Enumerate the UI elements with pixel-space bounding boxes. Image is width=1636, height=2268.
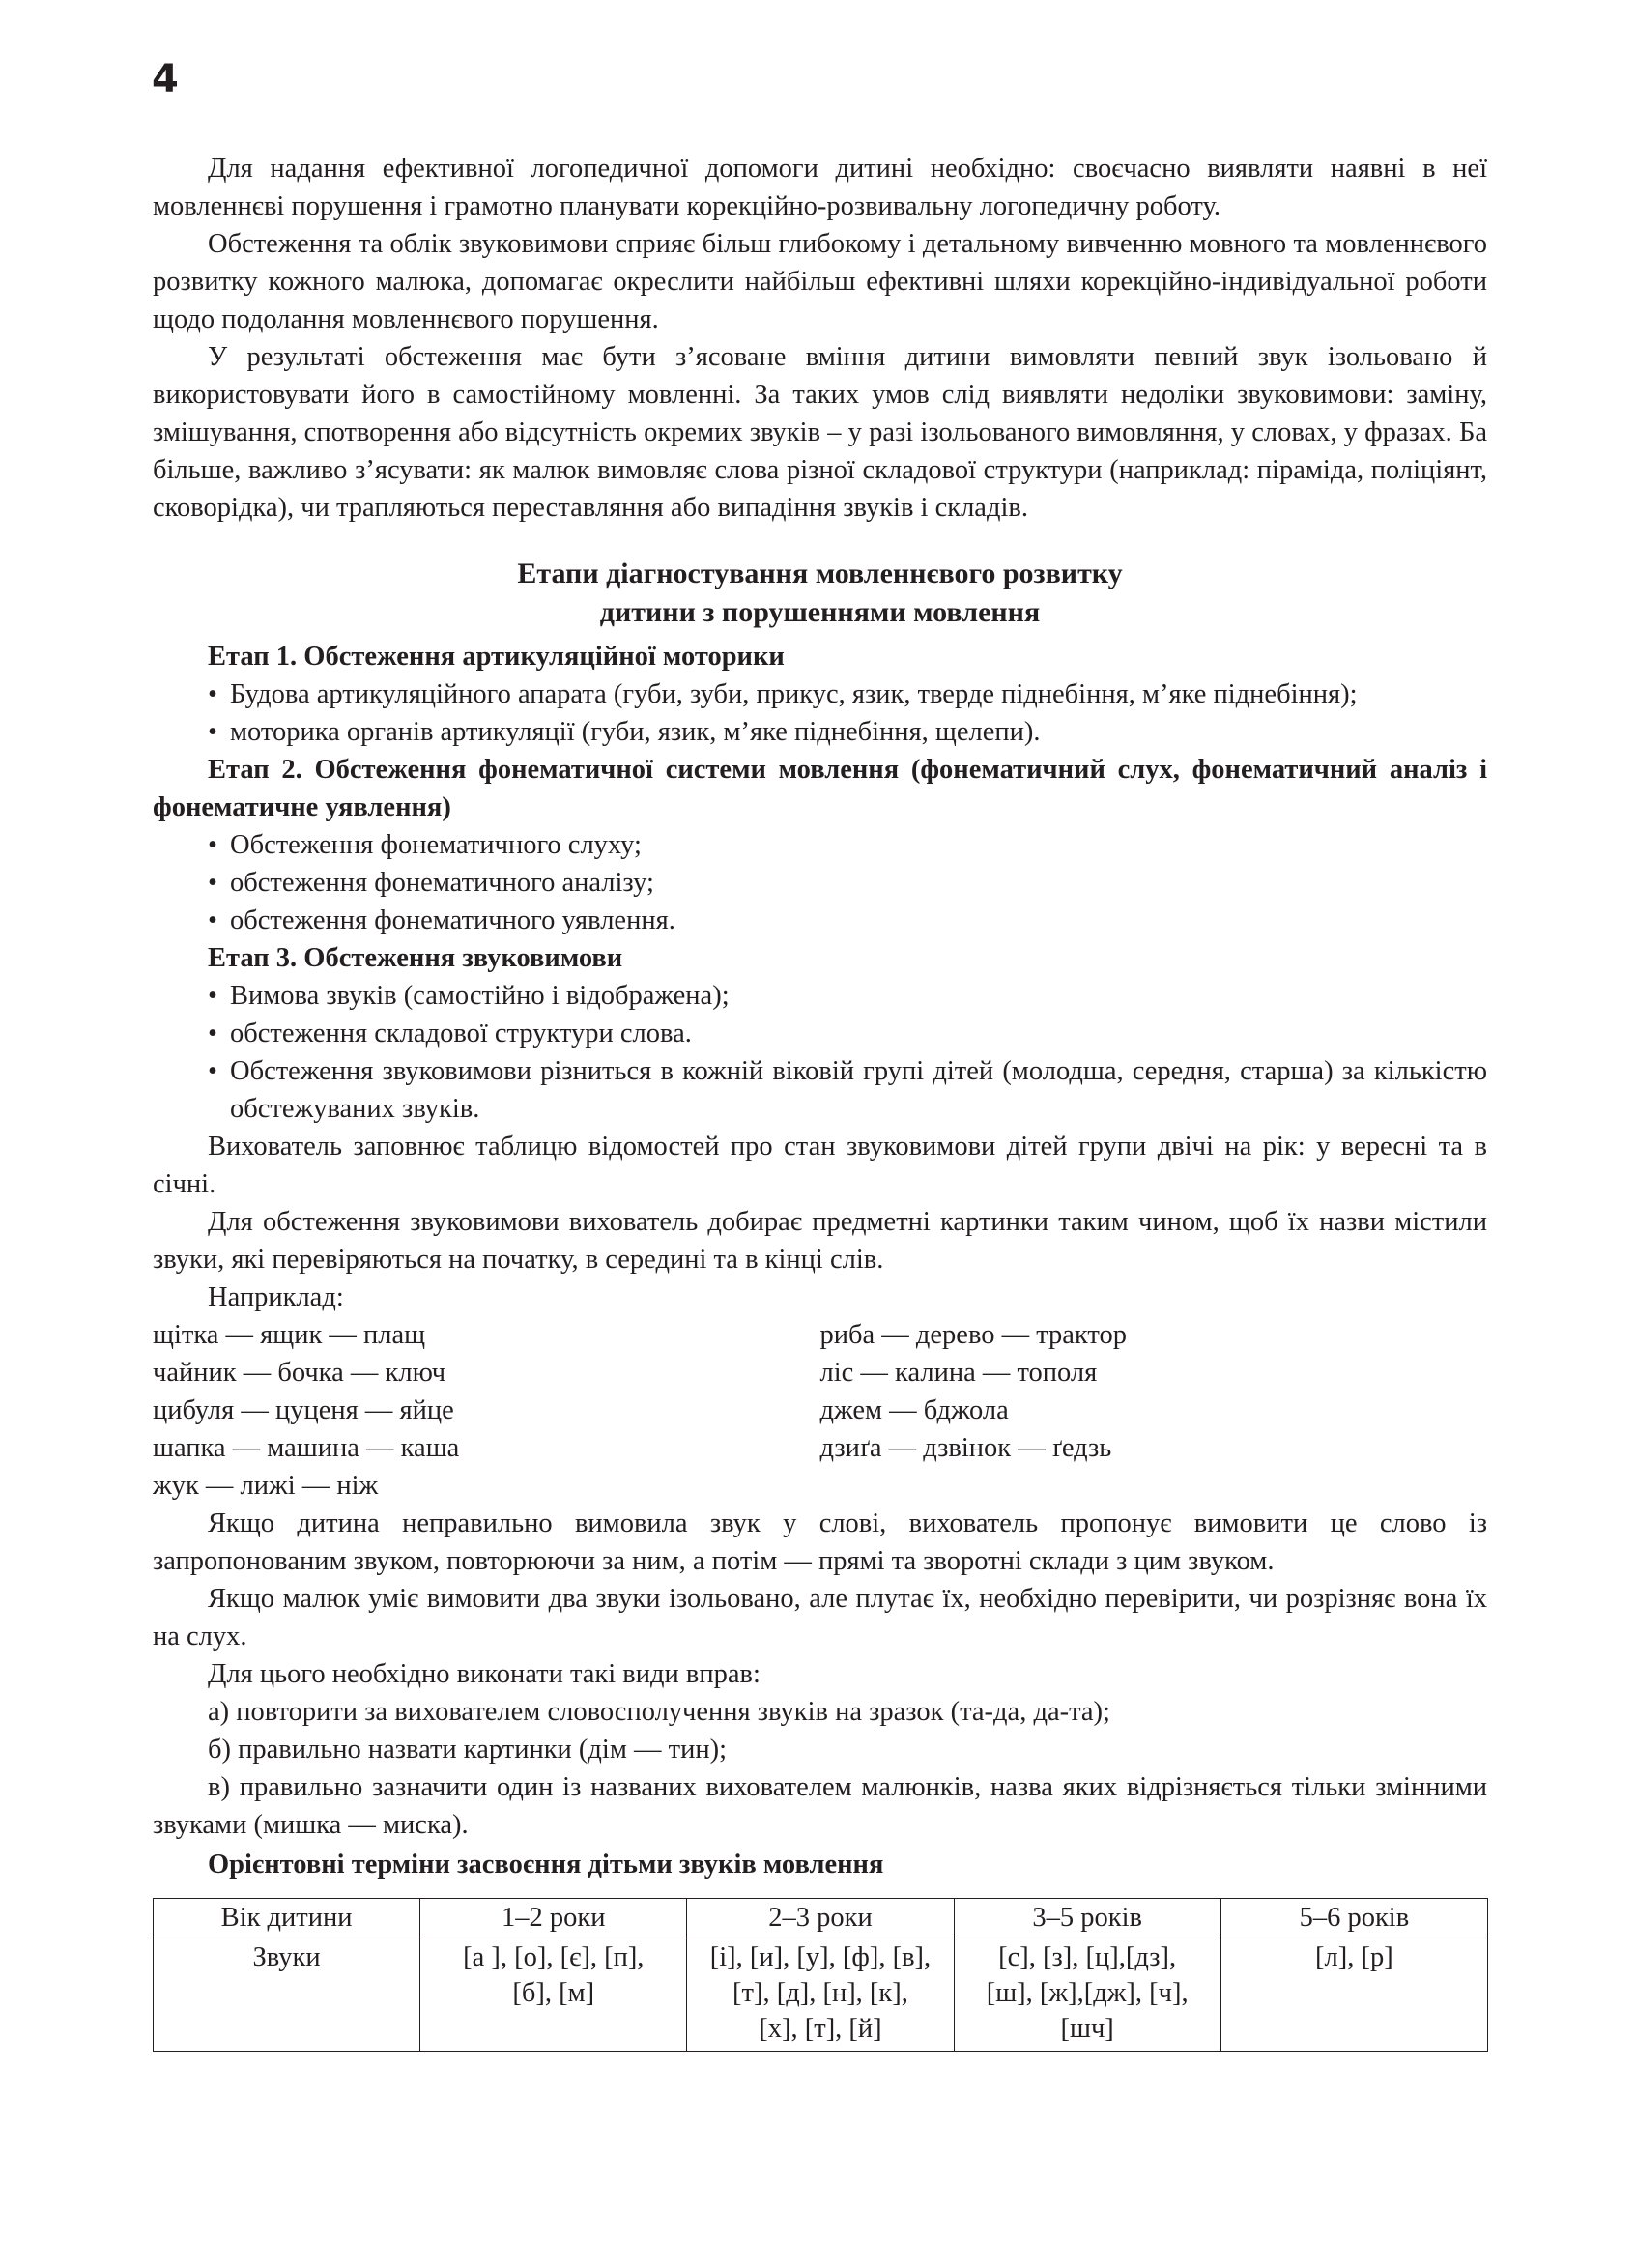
stage-1-item-2: моторика органів артикуляції (губи, язик, м’яке піднебіння, щелепи).	[230, 717, 1041, 747]
stage-3-item-2: обстеження складової структури слова.	[230, 1019, 692, 1048]
example-line: щітка — ящик — плащ	[153, 1320, 426, 1350]
table-header-cell: 5–6 років	[1220, 1899, 1487, 1938]
table-cell	[954, 1938, 1220, 2052]
bullet-icon: •	[208, 830, 217, 860]
intro-paragraph-1: Для надання ефективної логопедичної допомоги дитині необхідно: своєчасно виявляти наявні в неї мовленнєві порушення і грамотно планувати корекційно-розвивальну логопедичну роботу.	[153, 154, 1487, 221]
cell-line: [б], [м]	[512, 1978, 595, 2008]
bullet-icon: •	[208, 868, 217, 898]
stage-3-title: Етап 3. Обстеження звуковимови	[208, 943, 623, 973]
cell-line: [х], [т], [й]	[759, 2014, 882, 2044]
table-header-row	[154, 1899, 1488, 1938]
end-paragraph-1: Якщо дитина неправильно вимовила звук у слові, вихователь пропонує вимовити це слово із запропонованим звуком, повторюючи за ним, а потім — прямі та зворотні склади з цим звуком.	[153, 1508, 1487, 1576]
table-header-cell: 1–2 роки	[420, 1899, 687, 1938]
cell-line: [а ], [о], [є], [п],	[463, 1942, 645, 1972]
cell-line: [т], [д], [н], [к],	[732, 1978, 908, 2008]
cell-line: [шч]	[1060, 2014, 1114, 2044]
stage-2-item-3: обстеження фонематичного уявлення.	[230, 905, 675, 935]
mid-paragraph-2: Для обстеження звуковимови вихователь добирає предметні картинки таким чином, щоб їх назви містили звуки, які перевіряються на початку, в середині та в кінці слів.	[153, 1207, 1487, 1275]
bullet-icon: •	[208, 717, 217, 747]
list-item	[153, 864, 1487, 902]
sound-acquisition-table	[153, 1898, 1488, 2052]
section-title-line-1: Етапи діагностування мовленнєвого розвитку	[517, 558, 1123, 589]
exercise-b: б) правильно назвати картинки (дім — тин);	[208, 1735, 727, 1765]
example-line: риба — дерево — трактор	[819, 1320, 1127, 1350]
table-cell	[420, 1938, 687, 2052]
stage-2-title: Етап 2. Обстеження фонематичної системи мовлення (фонематичний слух, фонематичний аналіз і фонематичне уявлення)	[153, 755, 1487, 822]
bullet-icon: •	[208, 1056, 217, 1086]
section-title-line-2: дитини з порушеннями мовлення	[599, 596, 1041, 628]
list-item	[153, 1052, 1487, 1128]
table-row	[154, 1938, 1488, 2052]
example-line: цибуля — цуценя — яйце	[153, 1395, 454, 1425]
table-cell	[1220, 1938, 1487, 2052]
cell-line: [і], [и], [у], [ф], [в],	[709, 1942, 932, 1972]
stage-3-item-3: Обстеження звуковимови різниться в кожній віковій групі дітей (молодша, середня, старша) за кількістю обстежуваних звуків.	[230, 1056, 1487, 1124]
list-item	[153, 826, 1487, 864]
intro-paragraph-3: У результаті обстеження має бути з’ясоване вміння дитини вимовляти певний звук ізольовано й використовувати його в самостійному мовленні. За таких умов слід виявляти недоліки звуковимови: заміну, змішування, спотворення або відсутність окремих звуків – у разі ізольованого вимовляння, у словах, у фразах. Ба більше, важливо з’ясувати: як малюк вимовляє слова різної складової структури (наприклад: піраміда, поліціянт, сковорідка), чи трапляються переставляння або випадіння звуків і складів.	[153, 342, 1487, 523]
intro-paragraph-2: Обстеження та облік звуковимови сприяє більш глибокому і детальному вивченню мовного та мовленнєвого розвитку кожного малюка, допомагає окреслити найбільш ефективні шляхи корекційно-індивідуальної роботи щодо подолання мовленнєвого порушення.	[153, 229, 1487, 334]
example-line: чайник — бочка — ключ	[153, 1358, 446, 1388]
table-header-cell: 3–5 років	[954, 1899, 1220, 1938]
end-paragraph-2: Якщо малюк уміє вимовити два звуки ізольовано, але плутає їх, необхідно перевірити, чи розрізняє вона їх на слух.	[153, 1584, 1487, 1651]
bullet-icon: •	[208, 905, 217, 935]
list-item	[153, 675, 1487, 713]
bullet-icon: •	[208, 1019, 217, 1048]
exercise-c: в) правильно зазначити один із названих вихователем малюнків, назва яких відрізняється тільки змінними звуками (мишка — миска).	[153, 1772, 1487, 1840]
example-line: жук — лижі — ніж	[153, 1471, 379, 1501]
bullet-icon: •	[208, 679, 217, 709]
list-item	[153, 977, 1487, 1015]
section-title	[153, 555, 1487, 632]
cell-line: [с], [з], [ц],[дз],	[998, 1942, 1177, 1972]
stage-1-item-1: Будова артикуляційного апарата (губи, зуби, прикус, язик, тверде піднебіння, м’яке піднебіння);	[230, 679, 1358, 709]
cell-line: [ш], [ж],[дж], [ч],	[986, 1978, 1189, 2008]
examples-left-column	[153, 1316, 820, 1505]
table-row-label: Звуки	[154, 1938, 420, 2052]
examples-right-column	[820, 1316, 1488, 1505]
cell-line: [л], [р]	[1315, 1942, 1393, 1972]
stage-2-item-1: Обстеження фонематичного слуху;	[230, 830, 642, 860]
stage-3-item-1: Вимова звуків (самостійно і відображена);	[230, 981, 730, 1011]
examples-label: Наприклад:	[208, 1282, 344, 1312]
list-item	[153, 902, 1487, 939]
table-cell	[687, 1938, 954, 2052]
end-paragraph-3: Для цього необхідно виконати такі види вправ:	[208, 1659, 761, 1689]
stage-2-item-2: обстеження фонематичного аналізу;	[230, 868, 654, 898]
stage-1-title: Етап 1. Обстеження артикуляційної моторики	[208, 642, 785, 672]
bullet-icon: •	[208, 981, 217, 1011]
table-header-cell: 2–3 роки	[687, 1899, 954, 1938]
list-item	[153, 713, 1487, 751]
mid-paragraph-1: Вихователь заповнює таблицю відомостей про стан звуковимови дітей групи двічі на рік: у вересні та в січні.	[153, 1132, 1487, 1199]
list-item	[153, 1015, 1487, 1052]
page-content	[153, 150, 1487, 2052]
example-line: джем — бджола	[819, 1395, 1009, 1425]
example-line: шапка — машина — каша	[153, 1433, 460, 1463]
table-title: Орієнтовні терміни засвоєння дітьми звуків мовлення	[208, 1850, 884, 1880]
example-line: дзиґа — дзвінок — ґедзь	[819, 1433, 1112, 1463]
page-number: 4	[152, 57, 179, 101]
examples-block	[153, 1316, 1487, 1505]
exercise-a: а) повторити за вихователем словосполучення звуків на зразок (та-да, да-та);	[208, 1697, 1110, 1727]
table-header-cell: Вік дитини	[154, 1899, 420, 1938]
example-line: ліс — калина — тополя	[819, 1358, 1098, 1388]
